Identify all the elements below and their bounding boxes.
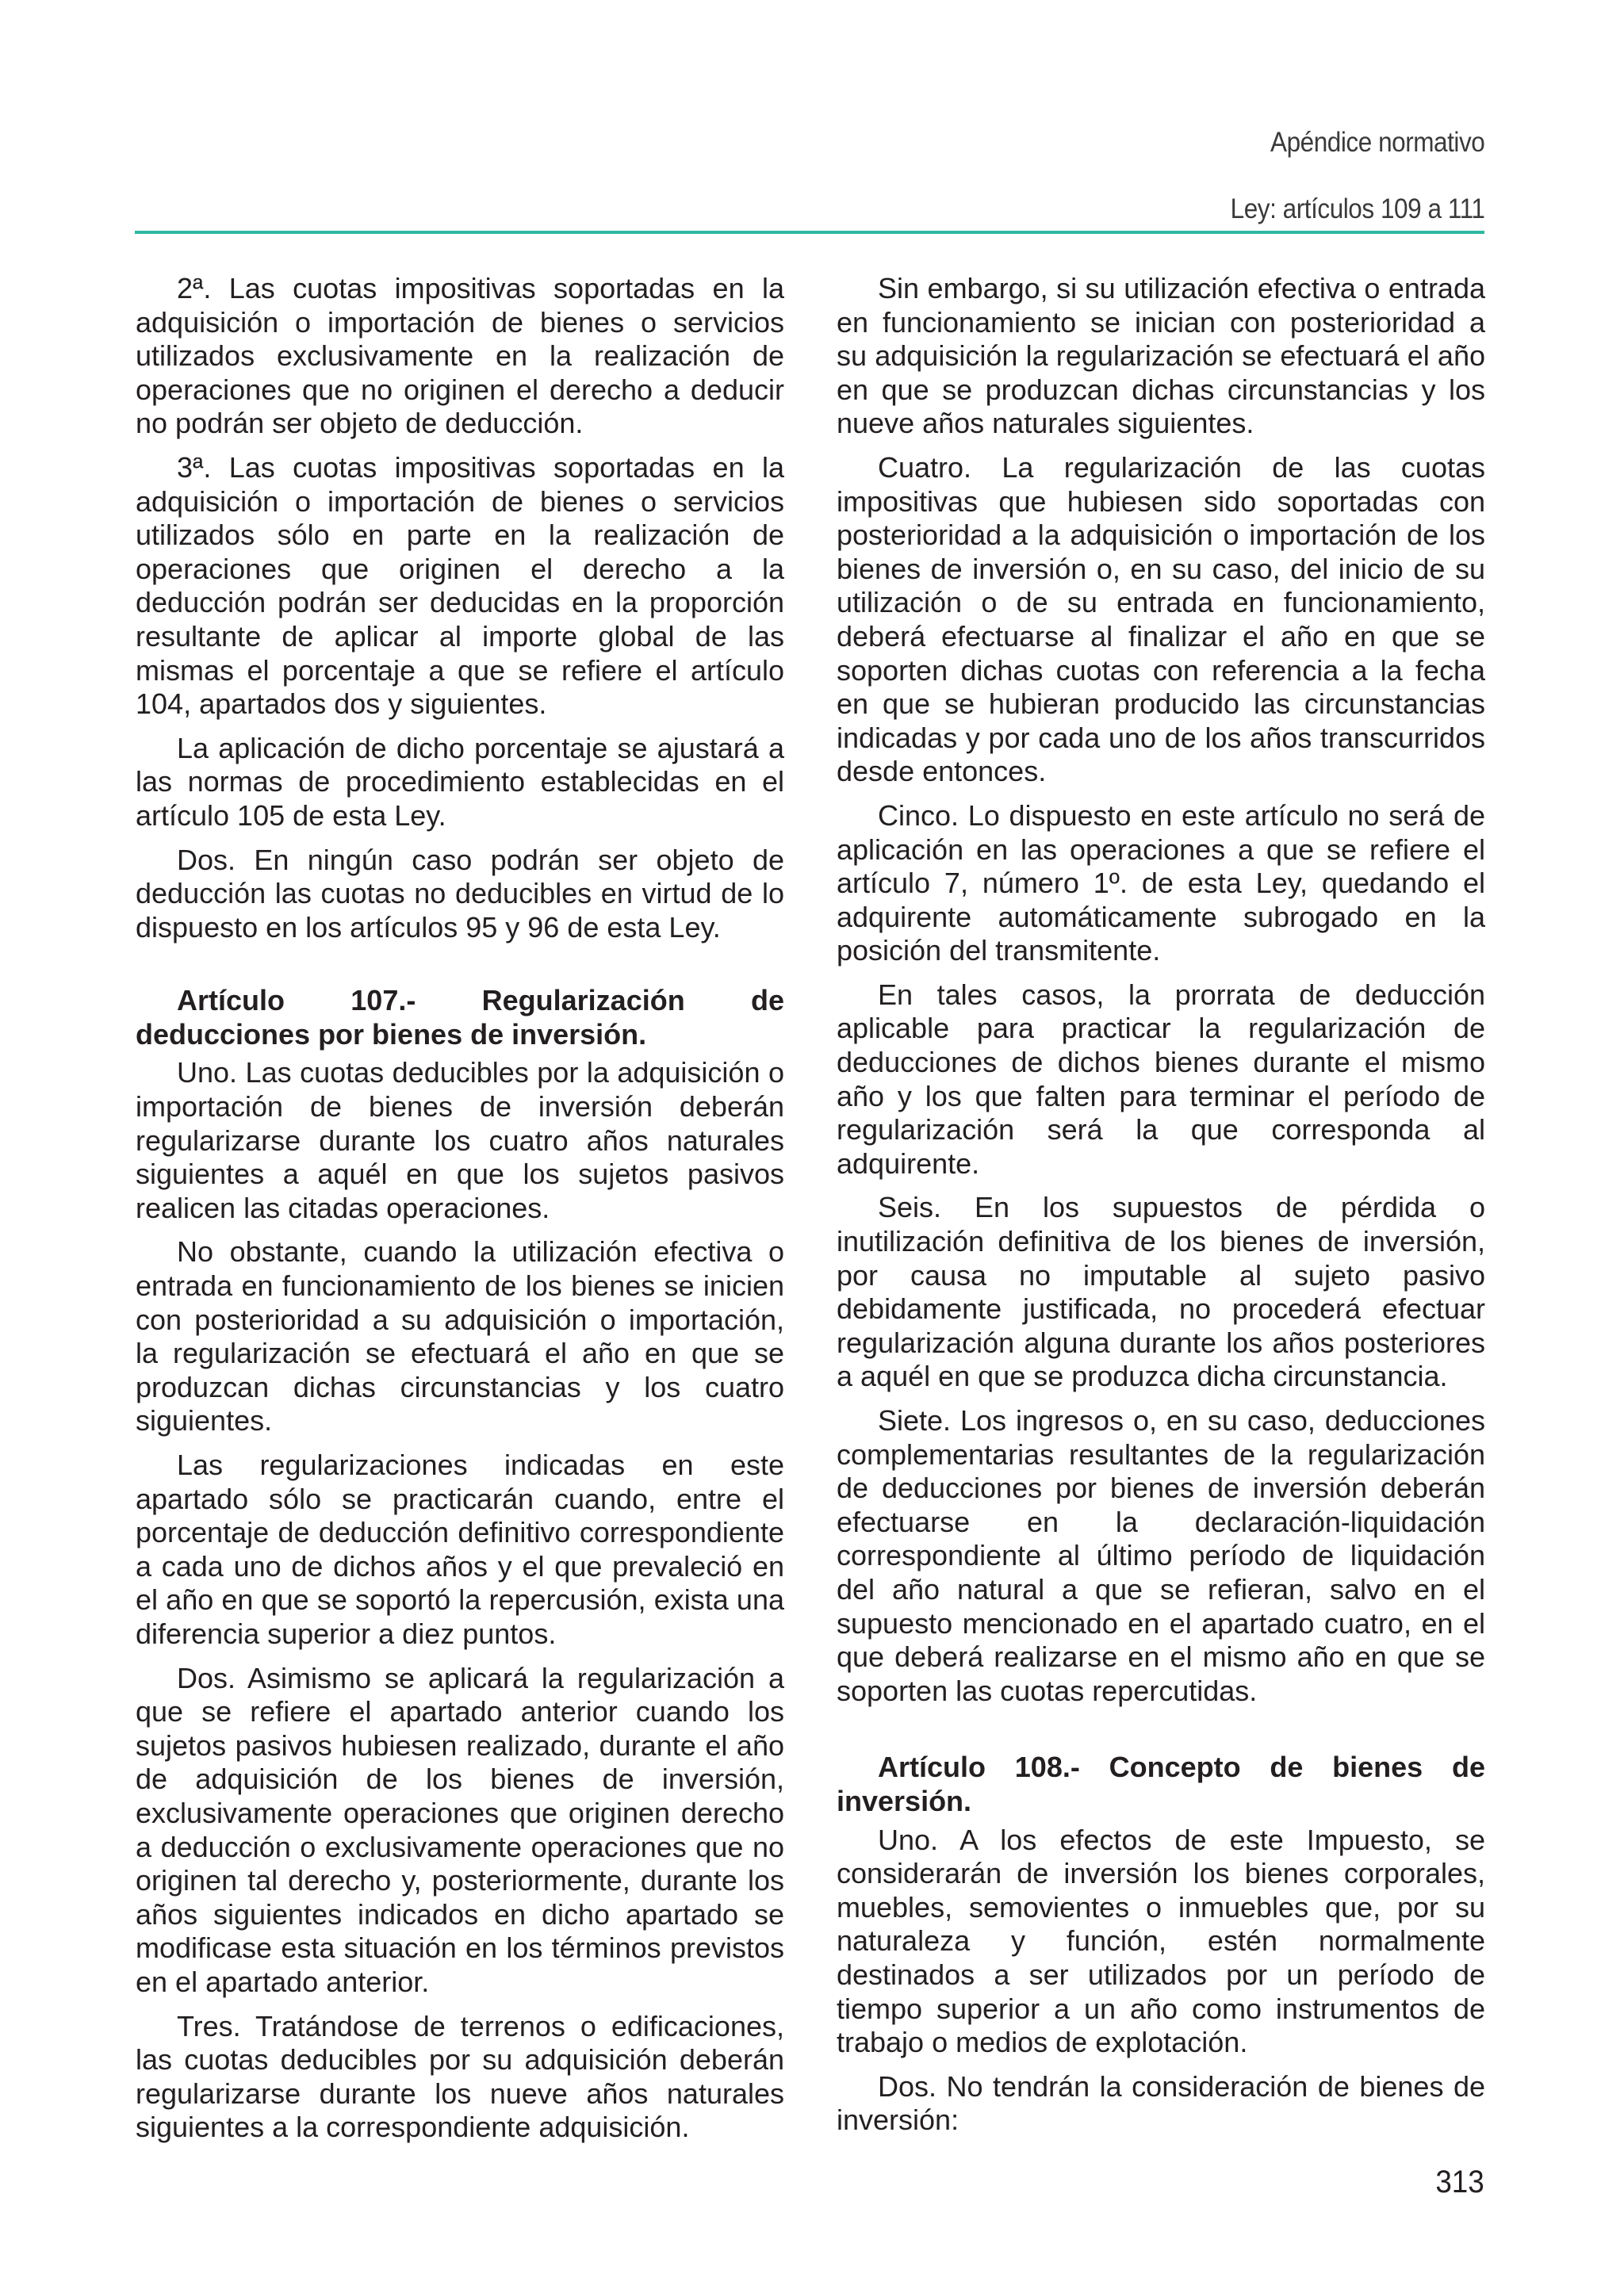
paragraph: Cuatro. La regularización de las cuotas impositivas que hubiesen sido soportadas con posterioridad a la adquisición o importación de los bienes de inversión o, en su caso, del inicio de su utilización o de su entrada en funcionamiento, deberá efectuarse al finalizar el año en que se soporten dichas cuotas con referencia a la fecha en que se hubieran producido las circunstancias indicadas y por cada uno de los años transcurridos desde entonces.: [837, 450, 1485, 788]
paragraph: Las regularizaciones indicadas en este apartado sólo se practicarán cuando, entre el porcentaje de deducción definitivo correspondiente a cada uno de dichos años y el que prevaleció en el año en que se soportó la repercusión, exista una diferencia superior a diez puntos.: [136, 1449, 784, 1650]
paragraph: En tales casos, la prorrata de deducción aplicable para practicar la regularización de deducciones de dichos bienes durante el mismo año y los que falten para terminar el período de regularización será la que corresponda al adquirente.: [837, 978, 1485, 1180]
page-number: 313: [1435, 2165, 1484, 2199]
paragraph: Uno. Las cuotas deducibles por la adquisición o importación de bienes de inversión deberán regularizarse durante los cuatro años naturales siguientes a aquél en que los sujetos pasivos realicen las citadas operaciones.: [136, 1056, 784, 1224]
running-head-section: Apéndice normativo: [1270, 127, 1484, 158]
running-head-articles: Ley: artículos 109 a 111: [1230, 193, 1484, 224]
paragraph: La aplicación de dicho porcentaje se ajustará a las normas de procedimiento establecidas en el artículo 105 de esta Ley.: [136, 731, 784, 832]
paragraph: Seis. En los supuestos de pérdida o inutilización definitiva de los bienes de inversión, por causa no imputable al sujeto pasivo debidamente justificada, no procederá efectuar regularización alguna durante los años posteriores a aquél en que se produzca dicha circunstancia.: [837, 1191, 1485, 1393]
paragraph: 2ª. Las cuotas impositivas soportadas en la adquisición o importación de bienes o servicios utilizados exclusivamente en la realización de operaciones que no originen el derecho a deducir no podrán ser objeto de deducción.: [136, 272, 784, 440]
left-column: [136, 272, 784, 2155]
article-108-heading: Artículo 108.- Concepto de bienes de inversión.: [837, 1751, 1485, 1817]
paragraph: Uno. A los efectos de este Impuesto, se considerarán de inversión los bienes corporales, muebles, semovientes o inmuebles que, por su naturaleza y función, estén normalmente destinados a ser utilizados por un período de tiempo superior a un año como instrumentos de trabajo o medios de explotación.: [837, 1823, 1485, 2059]
paragraph: Dos. En ningún caso podrán ser objeto de deducción las cuotas no deducibles en virtud de lo dispuesto en los artículos 95 y 96 de esta Ley.: [136, 843, 784, 944]
right-column: [837, 272, 1485, 2148]
paragraph: Sin embargo, si su utilización efectiva o entrada en funcionamiento se inician con posterioridad a su adquisición la regularización se efectuará el año en que se produzcan dichas circunstancias y los nueve años naturales siguientes.: [837, 272, 1485, 440]
article-107-heading: Artículo 107.- Regularización de deducciones por bienes de inversión.: [136, 984, 784, 1051]
paragraph: Cinco. Lo dispuesto en este artículo no será de aplicación en las operaciones a que se refiere el artículo 7, número 1º. de esta Ley, quedando el adquirente automáticamente subrogado en la posición del transmitente.: [837, 798, 1485, 967]
paragraph: Dos. Asimismo se aplicará la regularización a que se refiere el apartado anterior cuando los sujetos pasivos hubiesen realizado, durante el año de adquisición de los bienes de inversión, exclusivamente operaciones que originen derecho a deducción o exclusivamente operaciones que no originen tal derecho y, posteriormente, durante los años siguientes indicados en dicho apartado se modificase esta situación en los términos previstos en el apartado anterior.: [136, 1661, 784, 1998]
paragraph: Siete. Los ingresos o, en su caso, deducciones complementarias resultantes de la regularización de deducciones por bienes de inversión deberán efectuarse en la declaración-liquidación correspondiente al último período de liquidación del año natural a que se refieran, salvo en el supuesto mencionado en el apartado cuatro, en el que deberá realizarse en el mismo año en que se soporten las cuotas repercutidas.: [837, 1404, 1485, 1707]
paragraph: No obstante, cuando la utilización efectiva o entrada en funcionamiento de los bienes se inicien con posterioridad a su adquisición o importación, la regularización se efectuará el año en que se produzcan dichas circunstancias y los cuatro siguientes.: [136, 1235, 784, 1437]
paragraph: Dos. No tendrán la consideración de bienes de inversión:: [837, 2069, 1485, 2137]
paragraph: 3ª. Las cuotas impositivas soportadas en la adquisición o importación de bienes o servicios utilizados sólo en parte en la realización de operaciones que originen el derecho a la deducción podrán ser deducidas en la proporción resultante de aplicar al importe global de las mismas el porcentaje a que se refiere el artículo 104, apartados dos y siguientes.: [136, 450, 784, 721]
header-rule: [135, 231, 1484, 234]
paragraph: Tres. Tratándose de terrenos o edificaciones, las cuotas deducibles por su adquisición deberán regularizarse durante los nueve años naturales siguientes a la correspondiente adquisición.: [136, 2009, 784, 2144]
